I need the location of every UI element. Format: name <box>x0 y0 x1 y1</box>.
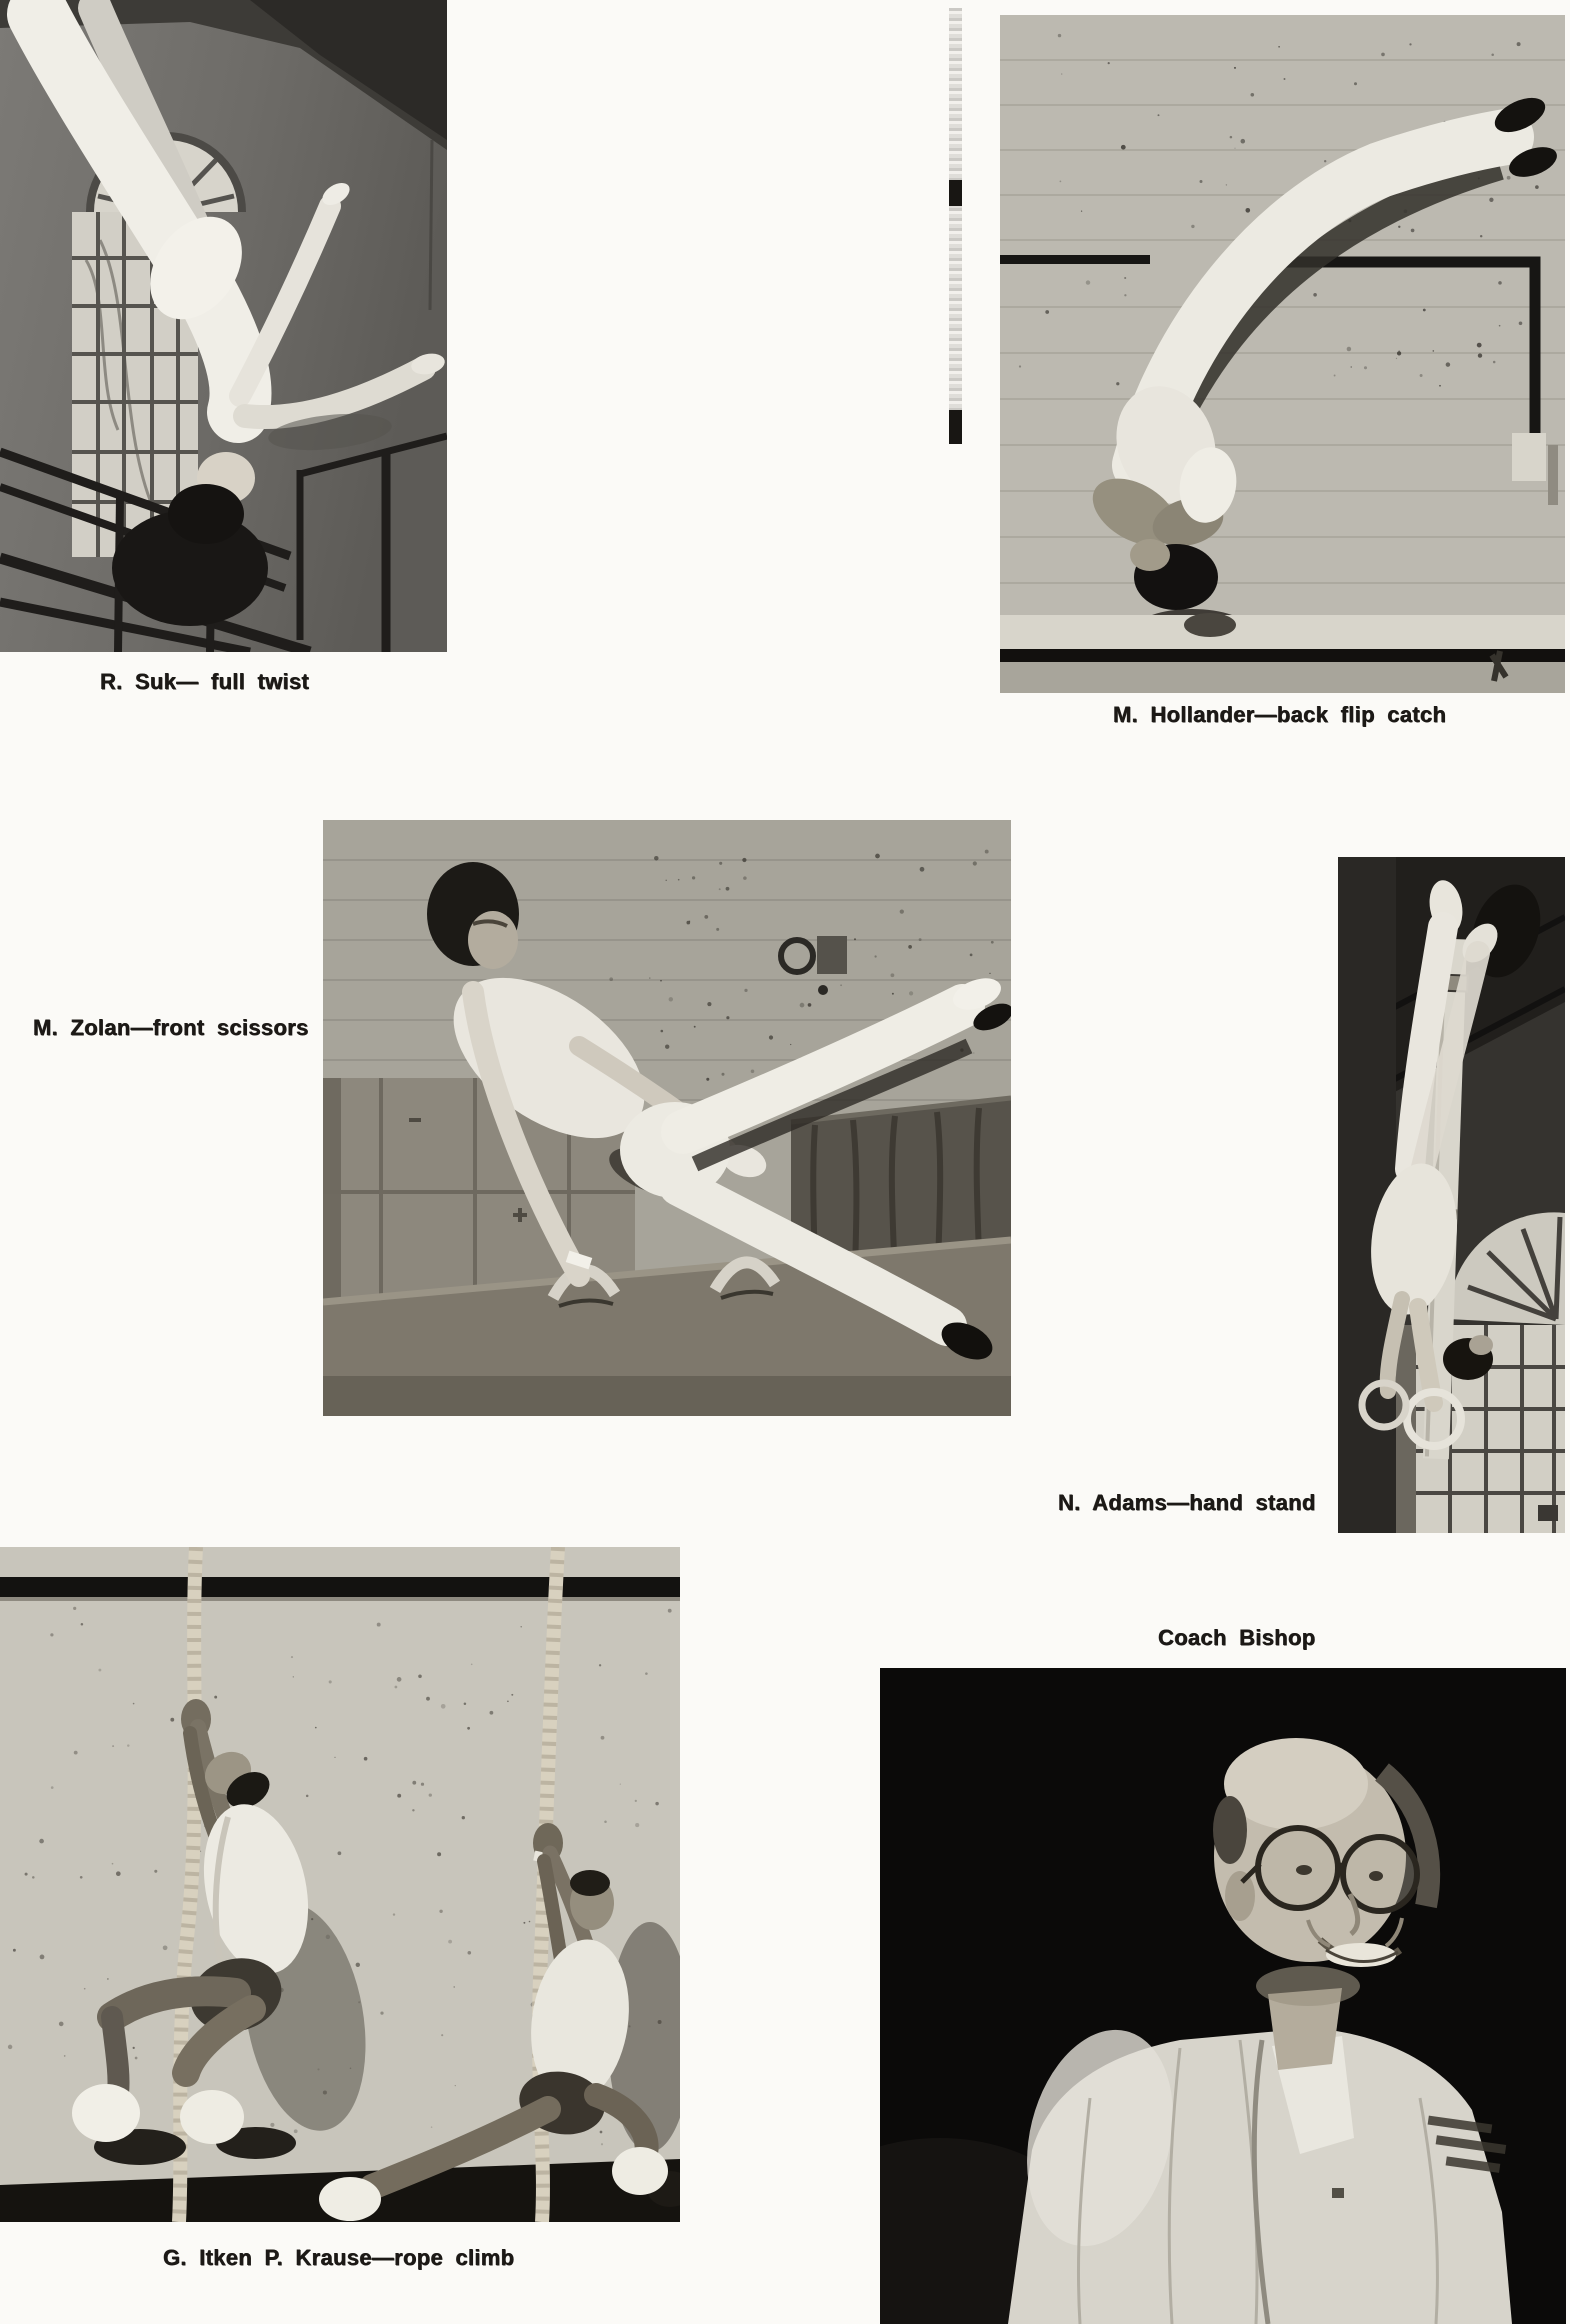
caption-m-zolan: M. Zolan—front scissors <box>33 1015 309 1040</box>
scan-artifact-mark <box>949 180 962 206</box>
photo-n-adams-image <box>1338 857 1565 1533</box>
caption-r-suk: R. Suk— full twist <box>100 669 310 694</box>
photo-rope-climb <box>0 1547 680 2222</box>
photo-rope-climb-image <box>0 1547 680 2222</box>
caption-m-hollander: M. Hollander—back flip catch <box>1113 702 1447 727</box>
top-beam <box>0 1577 680 1597</box>
photo-r-suk <box>0 0 447 652</box>
photo-coach-bishop-image <box>880 1668 1566 2324</box>
photo-r-suk-image <box>0 0 447 652</box>
photo-m-zolan-image <box>323 820 1011 1416</box>
caption-coach-bishop: Coach Bishop <box>1158 1625 1316 1650</box>
caption-itken-krause: G. Itken P. Krause—rope climb <box>163 2245 515 2270</box>
photo-m-zolan <box>323 820 1011 1416</box>
photo-n-adams <box>1338 857 1565 1533</box>
scan-artifact-mark <box>949 410 962 444</box>
caption-n-adams: N. Adams—hand stand <box>1058 1490 1316 1515</box>
photo-m-hollander <box>1000 15 1565 693</box>
scan-artifact-strip <box>949 8 962 440</box>
photo-m-hollander-image <box>1000 15 1565 693</box>
photo-coach-bishop <box>880 1668 1566 2324</box>
lower-beam <box>1000 613 1565 693</box>
